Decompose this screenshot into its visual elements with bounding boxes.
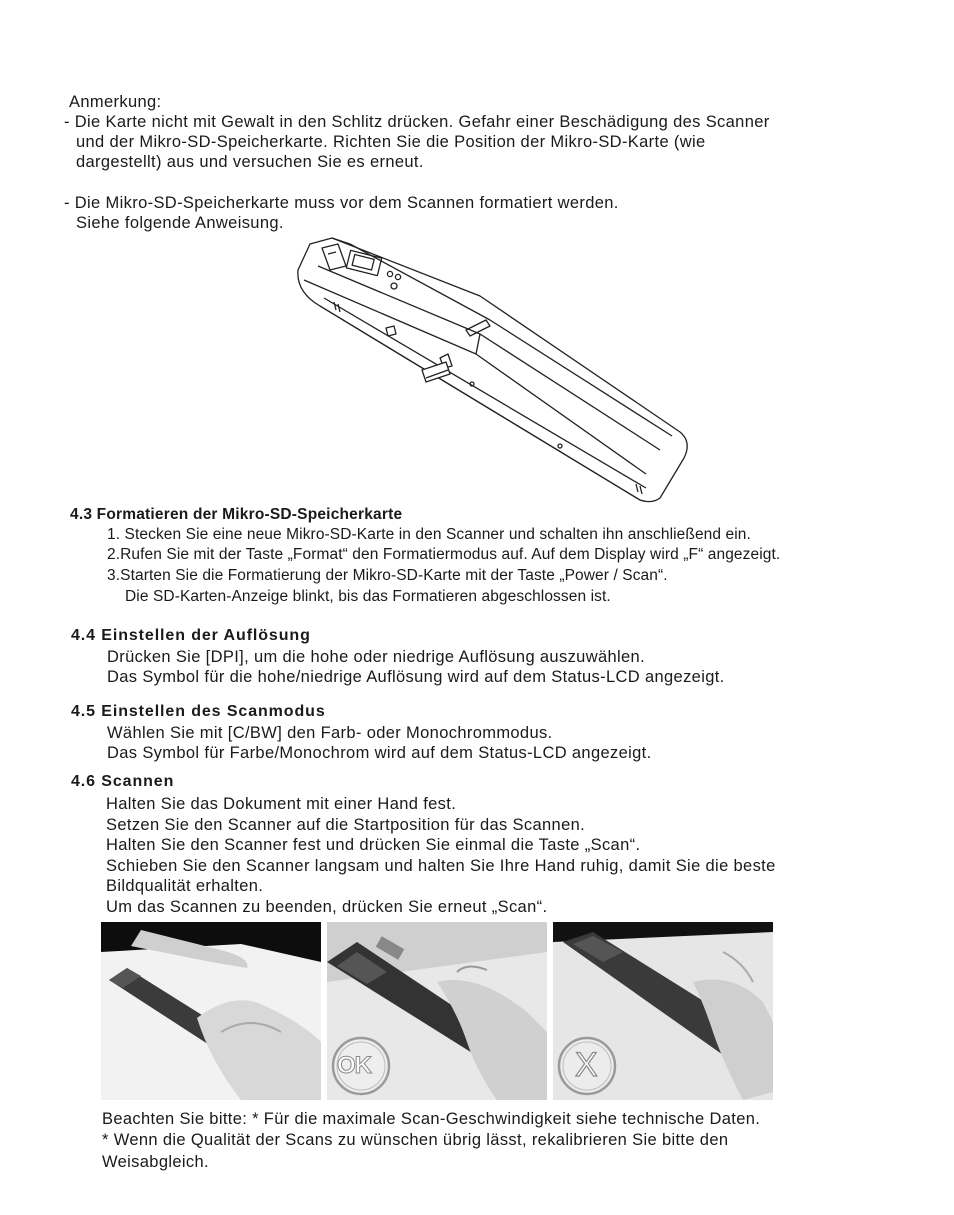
section-line: 2.Rufen Sie mit der Taste „Format“ den Formatiermodus auf. Auf dem Display wird „F“ angezeigt. [107, 546, 781, 563]
section-line: Drücken Sie [DPI], um die hohe oder niedrige Auflösung auszuwählen. [107, 648, 646, 666]
scanner-illustration [290, 236, 692, 504]
section-line: Das Symbol für die hohe/niedrige Auflösung wird auf dem Status-LCD angezeigt. [107, 668, 725, 686]
section-title-4-6: 4.6 Scannen [71, 773, 175, 790]
format-note-line: Siehe folgende Anweisung. [76, 214, 284, 232]
photo-scanning-hand [101, 922, 321, 1100]
section-line: Setzen Sie den Scanner auf die Startposition für das Scannen. [106, 816, 586, 834]
footer-line: Weisabgleich. [102, 1153, 209, 1171]
section-title-4-5: 4.5 Einstellen des Scanmodus [71, 703, 326, 720]
section-line: Um das Scannen zu beenden, drücken Sie erneut „Scan“. [106, 898, 548, 916]
note-line: und der Mikro-SD-Speicherkarte. Richten Sie die Position der Mikro-SD-Karte (wie [76, 133, 706, 151]
section-line: 3.Starten Sie die Formatierung der Mikro-SD-Karte mit der Taste „Power / Scan“. [107, 567, 668, 584]
section-title-4-4: 4.4 Einstellen der Auflösung [71, 627, 311, 644]
photo-correct-handling [327, 922, 547, 1100]
section-line: Schieben Sie den Scanner langsam und halten Sie Ihre Hand ruhig, damit Sie die beste [106, 857, 776, 875]
footer-line: * Wenn die Qualität der Scans zu wünschen übrig lässt, rekalibrieren Sie bitte den [102, 1131, 729, 1149]
footer-line: Beachten Sie bitte: * Für die maximale Scan-Geschwindigkeit siehe technische Daten. [102, 1110, 761, 1128]
format-note-line: - Die Mikro-SD-Speicherkarte muss vor dem Scannen formatiert werden. [64, 194, 619, 212]
section-title-4-3: 4.3 Formatieren der Mikro-SD-Speicherkarte [70, 506, 403, 523]
x-label: X [575, 1046, 598, 1084]
section-line: Das Symbol für Farbe/Monochrom wird auf dem Status-LCD angezeigt. [107, 744, 652, 762]
section-line: 1. Stecken Sie eine neue Mikro-SD-Karte in den Scanner und schalten ihn anschließend ein. [107, 526, 751, 543]
section-line: Bildqualität erhalten. [106, 877, 264, 895]
section-line: Wählen Sie mit [C/BW] den Farb- oder Monochrommodus. [107, 724, 553, 742]
ok-label: OK [337, 1052, 371, 1079]
section-line: Halten Sie das Dokument mit einer Hand fest. [106, 795, 457, 813]
note-heading: Anmerkung: [69, 93, 162, 111]
photo-incorrect-handling [553, 922, 773, 1100]
note-line: - Die Karte nicht mit Gewalt in den Schlitz drücken. Gefahr einer Beschädigung des Scanner [64, 113, 770, 131]
note-line: dargestellt) aus und versuchen Sie es erneut. [76, 153, 424, 171]
section-line: Die SD-Karten-Anzeige blinkt, bis das Formatieren abgeschlossen ist. [125, 588, 611, 605]
section-line: Halten Sie den Scanner fest und drücken Sie einmal die Taste „Scan“. [106, 836, 641, 854]
